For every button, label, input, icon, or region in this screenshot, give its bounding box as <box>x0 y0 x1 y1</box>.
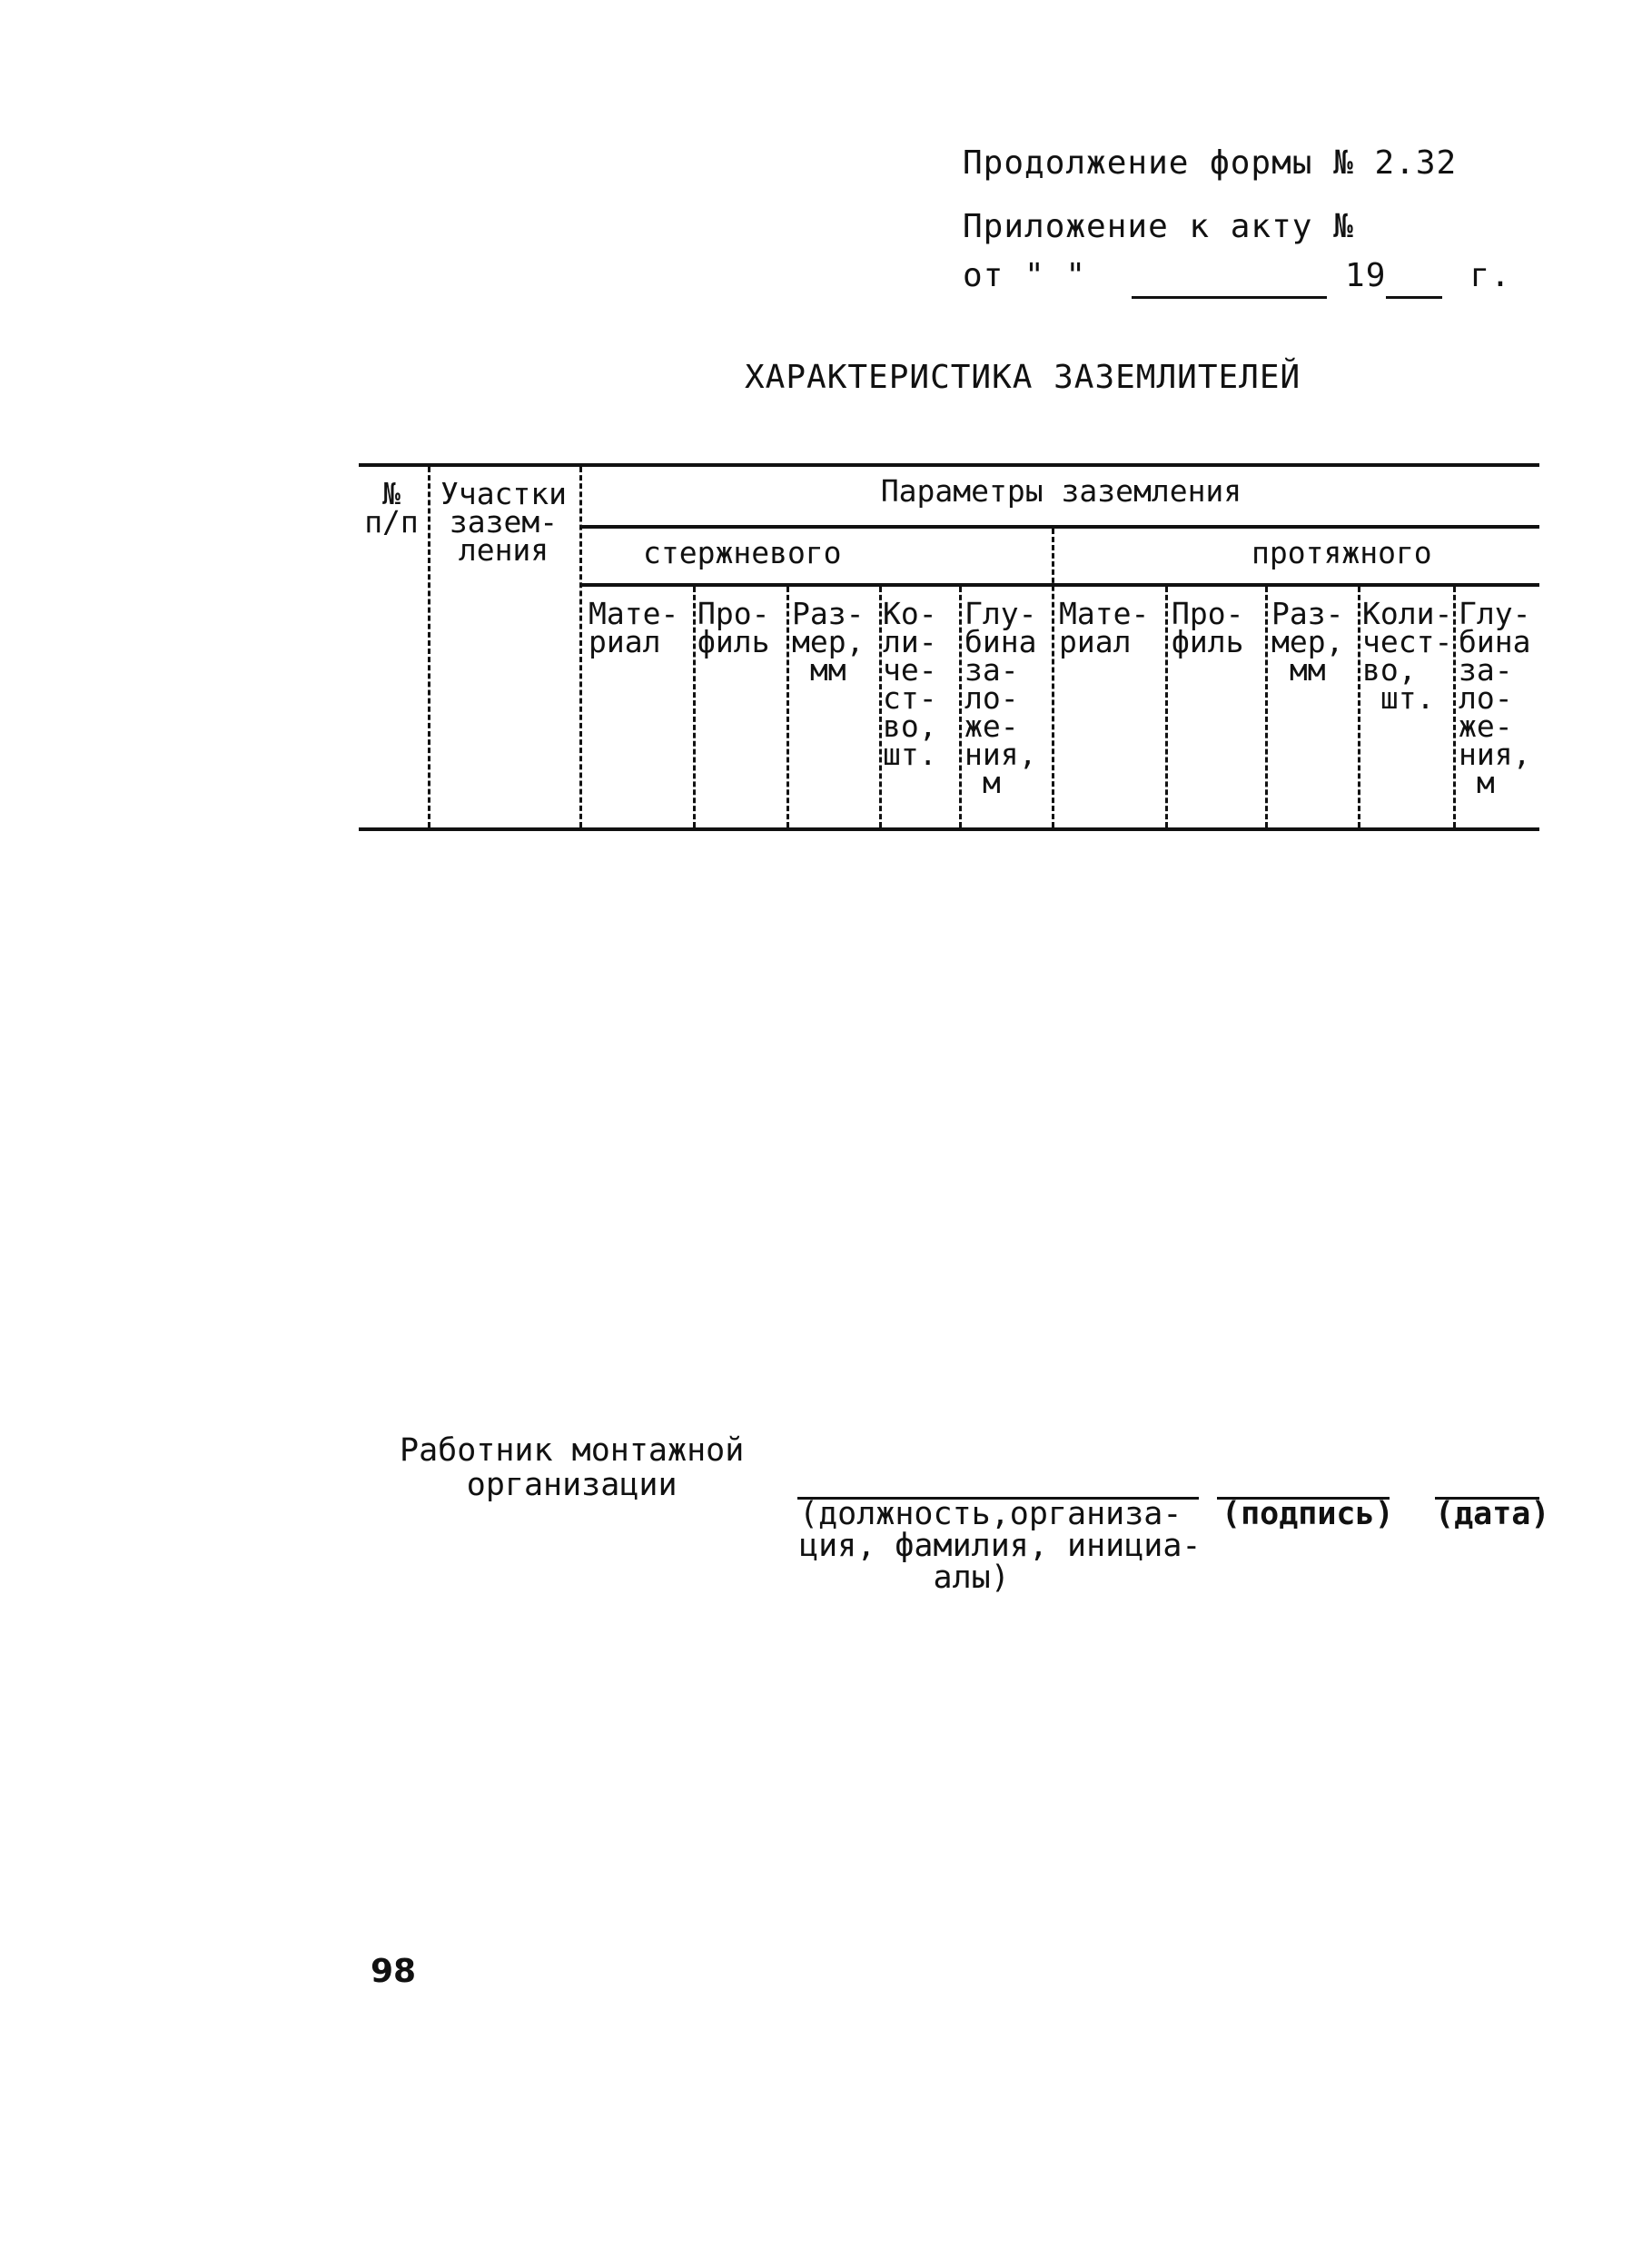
divider-strip-1 <box>1165 587 1168 827</box>
strip-profile-header: Про- филь <box>1172 596 1244 659</box>
strip-depth-header: Глу- бина за- ло- же- ния, м <box>1459 596 1531 800</box>
divider-rod-2 <box>786 587 789 827</box>
divider-section <box>579 467 582 827</box>
year-suffix: г. <box>1469 257 1511 294</box>
subgroup-rule <box>581 583 1539 587</box>
date-caption: (дата) <box>1435 1496 1550 1532</box>
strip-material-header: Мате- риал <box>1059 596 1150 659</box>
col-section-header: Участки зазем- ления <box>440 476 568 568</box>
strip-size-header: Раз- мер, мм <box>1271 596 1344 688</box>
year-blank <box>1386 256 1442 299</box>
rod-count-header: Ко- ли- че- ст- во, шт. <box>883 596 937 772</box>
rod-profile-header: Про- филь <box>697 596 770 659</box>
appendix-label: Приложение к акту № <box>963 208 1354 245</box>
divider-rod-4 <box>959 587 962 827</box>
page-title: ХАРАКТЕРИСТИКА ЗАЗЕМЛИТЕЛЕЙ <box>745 359 1301 396</box>
rod-depth-header: Глу- бина за- ло- же- ния, м <box>964 596 1037 800</box>
table-bottom-rule <box>359 827 1539 831</box>
divider-rod-1 <box>693 587 696 827</box>
year-prefix: 19 <box>1345 257 1387 294</box>
col-num-header: № п/п <box>364 476 419 540</box>
divider-rod-strip <box>1052 529 1054 827</box>
group-params-header: Параметры заземления <box>880 473 1242 509</box>
strip-count-header: Коли- чест- во, шт. <box>1362 596 1453 716</box>
form-continuation: Продолжение формы № 2.32 <box>963 144 1458 182</box>
params-rule <box>581 525 1539 529</box>
divider-strip-3 <box>1358 587 1360 827</box>
divider-strip-2 <box>1265 587 1268 827</box>
group-rod-header: стержневого <box>643 535 842 570</box>
month-blank <box>1132 256 1327 299</box>
divider-rod-3 <box>879 587 882 827</box>
divider-strip-4 <box>1453 587 1456 827</box>
rod-size-header: Раз- мер, мм <box>792 596 865 688</box>
table-top-rule <box>359 463 1539 467</box>
act-date-line <box>963 256 1511 299</box>
signature-caption: (подпись) <box>1222 1496 1394 1532</box>
position-caption: (должность,организа- ция, фамилия, инициа- алы) <box>799 1496 1202 1596</box>
worker-label: Работник монтажной организации <box>400 1432 745 1503</box>
page-number: 98 <box>371 1953 417 1990</box>
group-strip-header: протяжного <box>1251 535 1432 570</box>
rod-material-header: Мате- риал <box>589 596 679 659</box>
date-from-label: от " " <box>963 257 1087 294</box>
